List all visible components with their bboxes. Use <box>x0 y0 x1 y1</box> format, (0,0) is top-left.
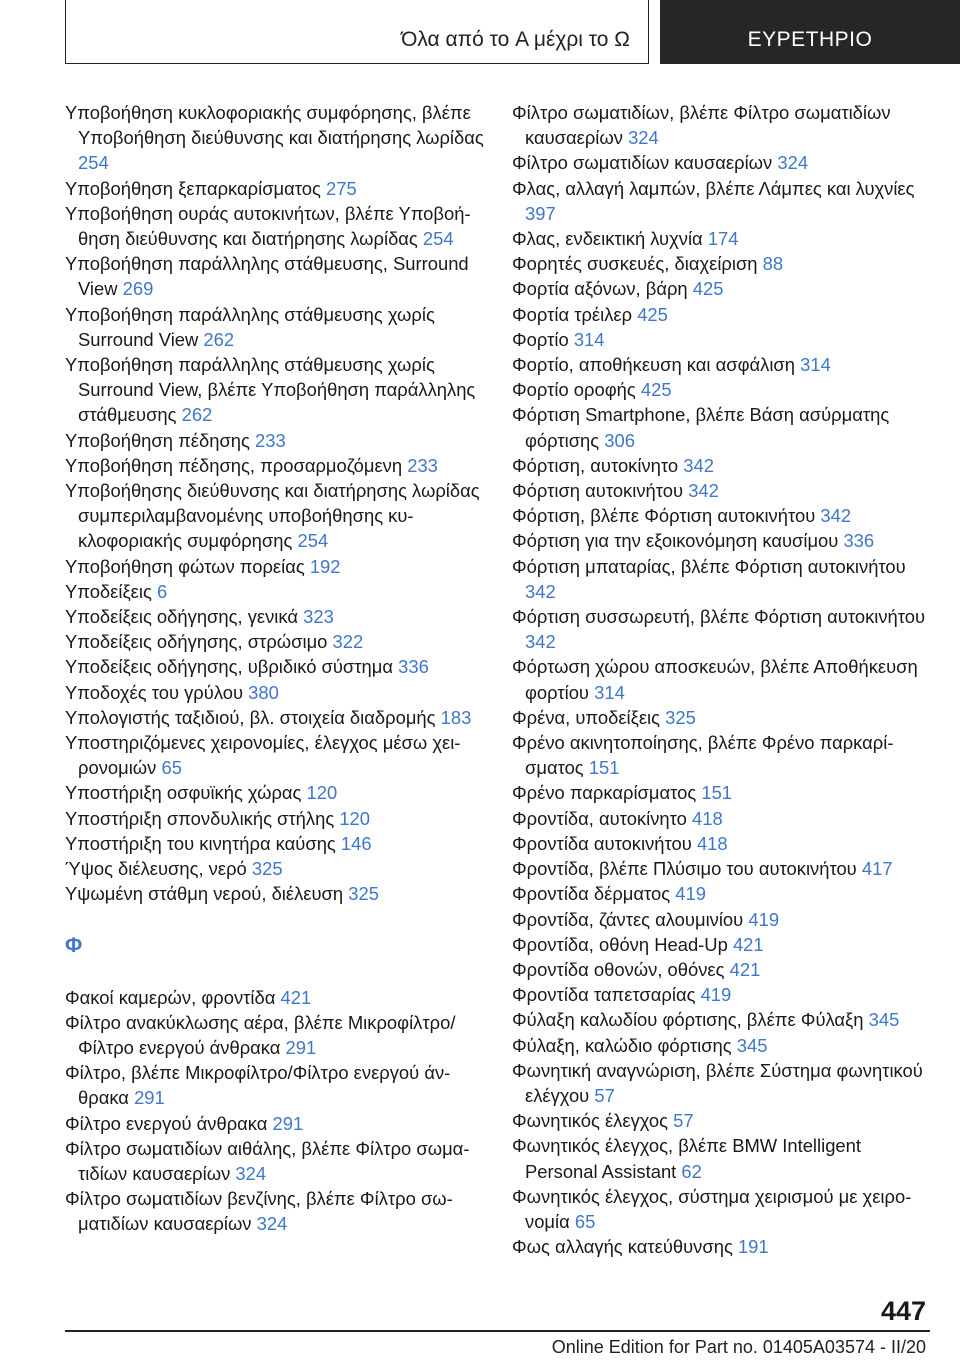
index-entry-text: Φωνητική αναγνώριση, βλέπε Σύστημα φωνητικού ελέγχου <box>512 1059 923 1106</box>
index-entry-text: Φορτίο <box>512 328 569 350</box>
page-reference-link[interactable]: 192 <box>309 555 341 577</box>
page-reference-link[interactable]: 65 <box>161 757 182 779</box>
index-entry <box>65 554 485 579</box>
index-entry <box>65 302 485 352</box>
index-entry-text: Φορτία τρέιλερ <box>512 303 633 325</box>
index-entry <box>65 1136 485 1186</box>
index-entry-text: Φως αλλαγής κατεύθυνσης <box>512 1236 733 1258</box>
index-entry-text: Φρένο παρκαρίσματος <box>512 782 697 804</box>
index-entry <box>65 806 485 831</box>
index-entry <box>512 251 932 276</box>
page-reference-link[interactable]: 314 <box>800 354 831 376</box>
index-entry <box>65 629 485 654</box>
index-entry-text: Υποβοήθηση πέδησης, προσαρμοζόμενη <box>65 454 403 476</box>
page-reference-link[interactable]: 342 <box>820 505 852 527</box>
page-reference-link[interactable]: 65 <box>574 1210 596 1232</box>
index-entry <box>65 428 485 453</box>
index-entry <box>512 1058 932 1108</box>
index-entry <box>65 856 485 881</box>
index-entry-text: Φωνητικός έλεγχος, βλέπε BMW Intelligent Personal Assistant <box>512 1135 861 1182</box>
index-entry <box>512 554 932 604</box>
page-reference-link[interactable]: 342 <box>525 631 556 653</box>
page-reference-link[interactable]: 336 <box>398 656 429 678</box>
index-entry-text: Φρένα, υποδείξεις <box>512 706 660 728</box>
page-reference-link[interactable]: 397 <box>525 202 556 224</box>
index-entry-text: Υποδείξεις οδήγησης, γενικά <box>65 606 298 628</box>
index-entry-text: Υποβοήθηση φώτων πορείας <box>65 555 305 577</box>
index-entry-text: Φροντίδα, βλέπε Πλύσιμο του αυτοκινήτου <box>512 858 857 880</box>
index-entry-text: Φίλτρο σωματιδίων καυσαερίων <box>512 152 773 174</box>
page-reference-link[interactable]: 262 <box>203 328 235 350</box>
index-entry-text: Φορητές συσκευές, διαχείριση <box>512 253 758 275</box>
index-entry <box>512 780 932 805</box>
index-entry <box>512 856 932 881</box>
index-entry-text: Φίλτρο, βλέπε Μικροφίλτρο/Φίλτρο ενεργού άνθρακα <box>65 1062 451 1109</box>
page-reference-link[interactable]: 425 <box>692 278 724 300</box>
index-entry-text: Υποδείξεις οδήγησης, στρώσιμο <box>65 631 328 653</box>
index-entry-text: Φύλαξη καλωδίου φόρτισης, βλέπε Φύλαξη <box>512 1009 864 1031</box>
page-reference-link[interactable]: 380 <box>248 681 279 703</box>
index-entry-text: Φόρτιση μπαταρίας, βλέπε Φόρτιση αυτοκινήτου <box>512 555 906 577</box>
index-entry-text: Φορτίο, αποθήκευση και ασφάλιση <box>512 354 795 376</box>
index-entry-text: Φροντίδα, ζάντες αλουμινίου <box>512 908 744 930</box>
index-entry-text: Φόρτιση αυτοκινήτου <box>512 480 684 502</box>
index-entry <box>65 453 485 478</box>
index-entry-text: Φίλτρο σωματιδίων βενζίνης, βλέπε Φίλτρο σωματιδίων καυσαερίων <box>65 1188 453 1235</box>
index-entry <box>65 881 485 906</box>
page-reference-link[interactable]: 314 <box>594 681 625 703</box>
index-entry-text: Φίλτρο σωματιδίων αιθάλης, βλέπε Φίλτρο σωματιδίων καυσαερίων <box>65 1137 470 1184</box>
index-entry-text: Φόρτιση, βλέπε Φόρτιση αυτοκινήτου <box>512 505 816 527</box>
index-entry-text: Φλας, αλλαγή λαμπών, βλέπε Λάμπες και λυχνίες <box>512 177 915 199</box>
index-entry-text: Φόρτιση, αυτοκίνητο <box>512 454 679 476</box>
index-entry-text: Υποβοήθηση παράλληλης στάθμευσης χωρίς Surround View, βλέπε Υποβοήθηση παράλληλης στάθμευσης <box>65 354 476 426</box>
page-reference-link[interactable]: 418 <box>691 807 723 829</box>
index-entry-text: Φροντίδα, αυτοκίνητο <box>512 807 687 829</box>
index-entry <box>512 402 932 452</box>
page-reference-link[interactable]: 322 <box>332 631 364 653</box>
index-entry-text: Υποδοχές του γρύλου <box>65 681 244 703</box>
page-reference-link[interactable]: 233 <box>407 454 438 476</box>
page-reference-link[interactable]: 291 <box>272 1112 304 1134</box>
index-entry-text: Υποβοήθηση ουράς αυτοκινήτων, βλέπε Υποβοήθηση διεύθυνσης και διατήρησης λωρίδας <box>65 202 471 250</box>
index-entry <box>512 453 932 478</box>
index-tab-label: ΕΥΡΕΤΗΡΙΟ <box>747 28 873 51</box>
page-reference-link[interactable]: 306 <box>604 429 635 451</box>
index-entry <box>512 1184 932 1234</box>
page-reference-link[interactable]: 269 <box>122 278 154 300</box>
index-entry <box>65 831 485 856</box>
page-reference-link[interactable]: 233 <box>255 429 286 451</box>
index-entry-text: Υποβοήθηση παράλληλης στάθμευσης χωρίς Surround View <box>65 303 435 350</box>
index-entry <box>65 1186 485 1236</box>
index-entry <box>65 176 485 201</box>
index-entry-text: Υψωμένη στάθμη νερού, διέλευση <box>65 883 344 905</box>
page-reference-link[interactable]: 254 <box>78 152 109 174</box>
page-reference-link[interactable]: 275 <box>326 177 357 199</box>
index-entry <box>512 302 932 327</box>
index-entry-text: Υποστήριξη οσφυϊκής χώρας <box>65 782 302 804</box>
page-reference-link[interactable]: 191 <box>737 1236 769 1258</box>
index-entry-text: Υποστηριζόμενες χειρονομίες, έλεγχος μέσω χειρονομιών <box>65 732 461 779</box>
page-reference-link[interactable]: 291 <box>285 1036 317 1058</box>
page-reference-link[interactable]: 324 <box>628 127 659 149</box>
page-reference-link[interactable]: 324 <box>256 1213 288 1235</box>
page-reference-link[interactable]: 342 <box>683 454 714 476</box>
index-entry-text: Φύλαξη, καλώδιο φόρτισης <box>512 1034 732 1056</box>
page-reference-link[interactable]: 323 <box>303 606 334 628</box>
index-entry-text: Φροντίδα οθονών, οθόνες <box>512 958 725 980</box>
index-entry <box>512 276 932 301</box>
index-entry <box>65 680 485 705</box>
page-reference-link[interactable]: 262 <box>181 404 213 426</box>
index-entry-text: Φροντίδα αυτοκινήτου <box>512 832 692 854</box>
index-entry <box>65 478 485 554</box>
index-entry <box>512 176 932 226</box>
page-reference-link[interactable]: 419 <box>700 984 732 1006</box>
page-reference-link[interactable]: 57 <box>673 1110 694 1132</box>
index-entry <box>512 881 932 906</box>
page-reference-link[interactable]: 324 <box>235 1162 267 1184</box>
index-entry-text: Υποδείξεις <box>65 580 152 602</box>
index-entry <box>65 1010 485 1060</box>
index-entry <box>512 1007 932 1032</box>
page-reference-link[interactable]: 151 <box>701 782 733 804</box>
page-reference-link[interactable]: 345 <box>868 1009 900 1031</box>
index-entry <box>512 327 932 352</box>
index-entry <box>65 654 485 679</box>
index-entry <box>65 201 485 251</box>
page-reference-link[interactable]: 62 <box>681 1160 702 1182</box>
page-reference-link[interactable]: 325 <box>251 858 283 880</box>
index-entry-text: Φροντίδα, οθόνη Head-Up <box>512 933 728 955</box>
page-reference-link[interactable]: 151 <box>588 757 620 779</box>
page-reference-link[interactable]: 425 <box>637 303 668 325</box>
index-entry-text: Υπολογιστής ταξιδιού, βλ. στοιχεία διαδρομής <box>65 706 436 728</box>
index-entry <box>512 1108 932 1133</box>
page-reference-link[interactable]: 425 <box>640 379 672 401</box>
page-reference-link[interactable]: 336 <box>843 530 875 552</box>
page-reference-link[interactable]: 120 <box>306 782 338 804</box>
index-entry-text: Υποβοήθηση πέδησης <box>65 429 250 451</box>
index-entry-text: Φωνητικός έλεγχος, σύστημα χειρισμού με χειρονομία <box>512 1185 912 1232</box>
page-reference-link[interactable]: 254 <box>422 228 454 250</box>
index-entry-text: Φόρτιση για την εξοικονόμηση καυσίμου <box>512 530 839 552</box>
index-entry <box>512 100 932 150</box>
footer-edition-text: Online Edition for Part no. 01405A03574 - II/20 <box>551 1337 926 1357</box>
index-entries-u <box>65 100 485 907</box>
page-reference-link[interactable]: 421 <box>732 933 764 955</box>
page-reference-link[interactable]: 421 <box>280 986 312 1008</box>
index-entry <box>512 705 932 730</box>
index-entry <box>65 100 485 176</box>
page-reference-link[interactable]: 57 <box>594 1084 615 1106</box>
page-reference-link[interactable]: 6 <box>156 580 168 602</box>
page-reference-link[interactable]: 419 <box>675 883 706 905</box>
index-entry <box>512 806 932 831</box>
page-reference-link[interactable]: 291 <box>134 1087 165 1109</box>
index-entry-text: Υποστήριξη σπονδυλικής στήλης <box>65 807 335 829</box>
index-entry <box>65 251 485 301</box>
index-entry-text: Φίλτρο σωματιδίων, βλέπε Φίλτρο σωματιδίων καυσαερίων <box>512 102 891 149</box>
index-entry <box>512 377 932 402</box>
index-entry <box>512 528 932 553</box>
index-entry-text: Φροντίδα δέρματος <box>512 883 671 905</box>
index-entry <box>65 1060 485 1110</box>
index-entries-phi-left <box>65 985 485 1237</box>
index-entry-text: Φλας, ενδεικτική λυχνία <box>512 228 703 250</box>
index-entry <box>512 654 932 704</box>
index-entry-text: Φόρτιση Smartphone, βλέπε Βάση ασύρματης φόρτισης <box>512 404 890 451</box>
index-entry-text: Φορτίο οροφής <box>512 379 636 401</box>
page-reference-link[interactable]: 314 <box>573 328 605 350</box>
index-entry <box>65 985 485 1010</box>
index-entry <box>65 352 485 428</box>
page-reference-link[interactable]: 342 <box>688 480 719 502</box>
page-reference-link[interactable]: 146 <box>340 832 372 854</box>
index-entry-text: Υποδείξεις οδήγησης, υβριδικό σύστημα <box>65 656 394 678</box>
page-reference-link[interactable]: 325 <box>348 883 379 905</box>
index-entry <box>512 957 932 982</box>
index-entry <box>512 352 932 377</box>
index-entry <box>512 730 932 780</box>
index-entry-text: Φόρτιση συσσωρευτή, βλέπε Φόρτιση αυτοκινήτου <box>512 606 926 628</box>
index-entry <box>65 604 485 629</box>
index-entry <box>65 780 485 805</box>
index-entries-phi-right <box>512 100 932 1259</box>
footer-divider <box>65 1330 930 1332</box>
index-entry-text: Ύψος διέλευσης, νερό <box>65 858 247 880</box>
index-entry-text: Υποβοήθηση παράλληλης στάθμευσης, Surround View <box>65 253 469 300</box>
index-entry-text: Φωνητικός έλεγχος <box>512 1110 669 1132</box>
section-letter-phi: Φ <box>65 933 83 957</box>
index-entry-text: Φρένο ακινητοποίησης, βλέπε Φρένο παρκαρίσματος <box>512 732 894 779</box>
index-entry <box>65 730 485 780</box>
page-reference-link[interactable]: 174 <box>707 228 739 250</box>
index-entry <box>512 982 932 1007</box>
index-entry <box>65 1111 485 1136</box>
page-reference-link[interactable]: 342 <box>525 580 556 602</box>
index-entry-text: Υποβοήθηση ξεπαρκαρίσματος <box>65 177 321 199</box>
index-entry <box>512 226 932 251</box>
index-entry-text: Φροντίδα ταπετσαρίας <box>512 984 696 1006</box>
index-entry-text: Φόρτωση χώρου αποσκευών, βλέπε Αποθήκευση φορτίου <box>512 656 918 703</box>
index-entry-text: Φορτία αξόνων, βάρη <box>512 278 688 300</box>
index-entry <box>512 1033 932 1058</box>
index-entry <box>512 604 932 654</box>
page-reference-link[interactable]: 324 <box>777 152 809 174</box>
page-reference-link[interactable]: 421 <box>729 958 761 980</box>
index-entry <box>512 907 932 932</box>
page-reference-link[interactable]: 88 <box>762 253 784 275</box>
page-reference-link[interactable]: 345 <box>736 1034 768 1056</box>
index-entry <box>512 932 932 957</box>
header-title-box <box>65 0 649 64</box>
index-entry <box>65 705 485 730</box>
page-reference-link[interactable]: 120 <box>339 807 370 829</box>
left-column <box>65 100 485 1237</box>
page-reference-link[interactable]: 183 <box>440 706 472 728</box>
index-entry <box>512 1234 932 1259</box>
index-entry-text: Φίλτρο ανακύκλωσης αέρα, βλέπε Μικροφίλτρο/Φίλτρο ενεργού άνθρακα <box>65 1011 456 1058</box>
right-column <box>512 100 932 1259</box>
page-reference-link[interactable]: 418 <box>696 832 728 854</box>
page-reference-link[interactable]: 419 <box>748 908 780 930</box>
index-entry <box>512 150 932 175</box>
index-entry-text: Υποβοήθηση κυκλοφοριακής συμφόρησης, βλέπε Υποβοήθηση διεύθυνσης και διατήρησης λωρίδας <box>65 102 484 149</box>
index-entry <box>65 579 485 604</box>
page-number: 447 <box>880 1296 926 1326</box>
page-reference-link[interactable]: 254 <box>297 530 329 552</box>
index-entry <box>512 478 932 503</box>
index-tab[interactable] <box>660 0 960 64</box>
index-entry-text: Υποβοήθησης διεύθυνσης και διατήρησης λωρίδας συμπεριλαμβανομένης υποβοήθησης κυκλοφοριακής συμφόρησης <box>65 480 480 552</box>
page-reference-link[interactable]: 417 <box>861 858 893 880</box>
index-entry-text: Υποστήριξη του κινητήρα καύσης <box>65 832 336 854</box>
header-title: Όλα από το A μέχρι το Ω <box>401 28 630 51</box>
index-entry <box>512 503 932 528</box>
index-entry <box>512 831 932 856</box>
page-reference-link[interactable]: 325 <box>665 706 696 728</box>
index-entry-text: Φίλτρο ενεργού άνθρακα <box>65 1112 268 1134</box>
index-entry <box>512 1133 932 1183</box>
index-entry-text: Φακοί καμερών, φροντίδα <box>65 986 276 1008</box>
